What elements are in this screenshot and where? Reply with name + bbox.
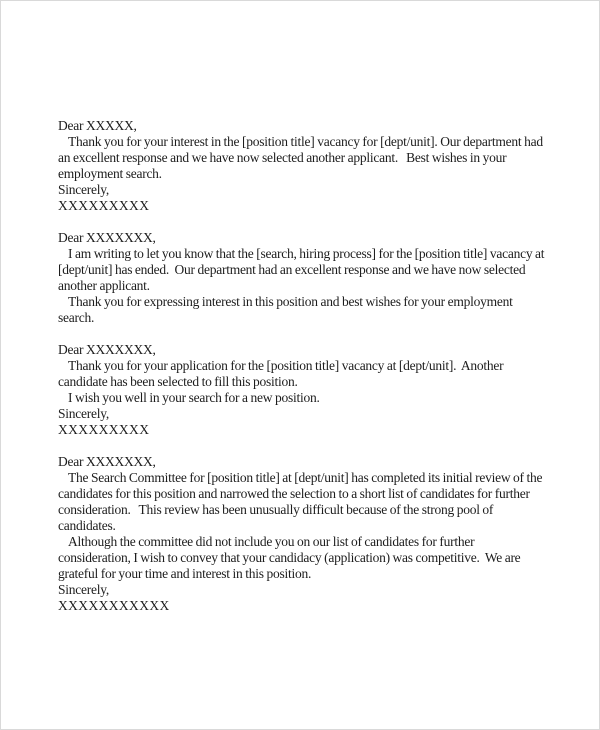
closing: Sincerely,	[58, 182, 109, 197]
signature-placeholder: XXXXXXXXX	[58, 422, 150, 437]
signature-placeholder: XXXXXXXXX	[58, 198, 150, 213]
rejection-letter-3	[58, 342, 546, 438]
paragraph: I wish you well in your search for a new position.	[68, 390, 320, 405]
paragraph: I am writing to let you know that the [search, hiring process] for the [position title] vacancy at [dept/unit] has ended. Our department had an excellent response and we have now selected another applicant.	[58, 246, 548, 293]
salutation: Dear XXXXXXX,	[58, 230, 156, 245]
rejection-letter-1	[58, 118, 546, 214]
paragraph: Thank you for expressing interest in this position and best wishes for your employment search.	[58, 294, 516, 325]
rejection-letter-4	[58, 454, 546, 614]
rejection-letter-2	[58, 230, 546, 326]
closing: Sincerely,	[58, 582, 109, 597]
paragraph: The Search Committee for [position title] at [dept/unit] has completed its initial review of the candidates for this position and narrowed the selection to a short list of candidates for further consideration. This review has been unusually difficult because of the strong pool of candidates.	[58, 470, 545, 533]
paragraph: Thank you for your application for the [position title] vacancy at [dept/unit]. Another candidate has been selected to fill this position.	[58, 358, 507, 389]
paragraph: Although the committee did not include you on our list of candidates for further consideration, I wish to convey that your candidacy (application) was competitive. We are grateful for your time and interest in this position.	[58, 534, 524, 581]
paragraph: Thank you for your interest in the [position title] vacancy for [dept/unit]. Our department had an excellent response and we have now selected another applicant. Best wishes in your employment search.	[58, 134, 546, 181]
salutation: Dear XXXXXXX,	[58, 454, 156, 469]
salutation: Dear XXXXX,	[58, 118, 137, 133]
signature-placeholder: XXXXXXXXXXX	[58, 598, 170, 613]
closing: Sincerely,	[58, 406, 109, 421]
document-content	[1, 1, 599, 614]
salutation: Dear XXXXXXX,	[58, 342, 156, 357]
